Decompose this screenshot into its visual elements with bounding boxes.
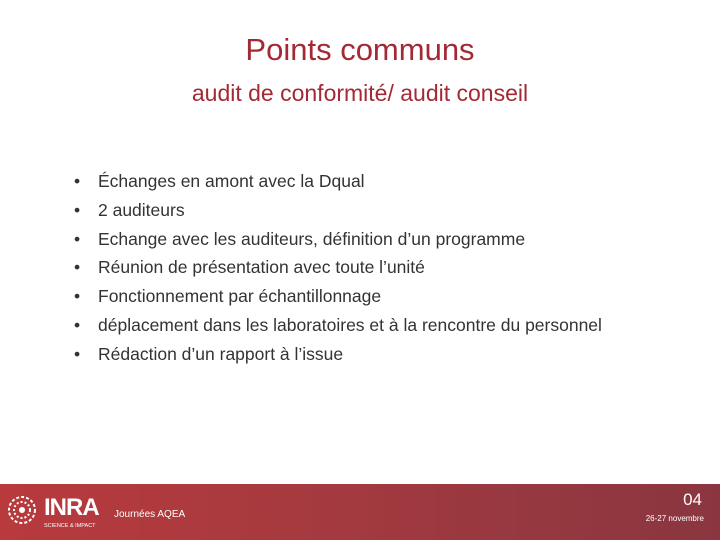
bullet-text: déplacement dans les laboratoires et à la rencontre du personnel bbox=[98, 314, 602, 335]
bullet-dot: • bbox=[74, 286, 81, 307]
event-date: 26-27 novembre bbox=[645, 514, 704, 523]
bullet-text: 2 auditeurs bbox=[98, 199, 185, 220]
bullet-item bbox=[74, 253, 602, 282]
logo-tagline: SCIENCE & IMPACT bbox=[44, 523, 96, 529]
bullet-item bbox=[74, 196, 602, 225]
bullet-text: Echange avec les auditeurs, définition d’un programme bbox=[98, 228, 526, 249]
bullet-dot: • bbox=[74, 314, 81, 335]
bullet-dot: • bbox=[74, 257, 81, 278]
bullet-dot: • bbox=[74, 199, 81, 220]
footer-bar bbox=[0, 484, 720, 540]
slide-subtitle: audit de conformité/ audit conseil bbox=[191, 80, 529, 106]
bullet-text: Réunion de présentation avec toute l’unité bbox=[98, 257, 425, 278]
slide-number: 04 bbox=[683, 490, 702, 509]
bullet-text: Fonctionnement par échantillonnage bbox=[98, 286, 382, 307]
bullet-item bbox=[74, 167, 602, 196]
bullet-list bbox=[74, 167, 602, 369]
event-label: Journées AQEA bbox=[114, 509, 186, 520]
bullet-dot: • bbox=[74, 228, 81, 249]
logo-text: INRA bbox=[44, 494, 99, 521]
bullet-text: Rédaction d’un rapport à l’issue bbox=[98, 343, 344, 364]
inra-logo-mark-icon bbox=[6, 494, 38, 526]
bullet-item bbox=[74, 340, 602, 369]
bullet-dot: • bbox=[74, 343, 81, 364]
inra-logo bbox=[6, 494, 102, 534]
bullet-text: Échanges en amont avec la Dqual bbox=[98, 171, 365, 191]
bullet-dot: • bbox=[74, 171, 81, 191]
slide-title: Points communs bbox=[245, 32, 475, 67]
bullet-item bbox=[74, 311, 602, 340]
bullet-item bbox=[74, 282, 602, 311]
bullet-item bbox=[74, 225, 602, 254]
